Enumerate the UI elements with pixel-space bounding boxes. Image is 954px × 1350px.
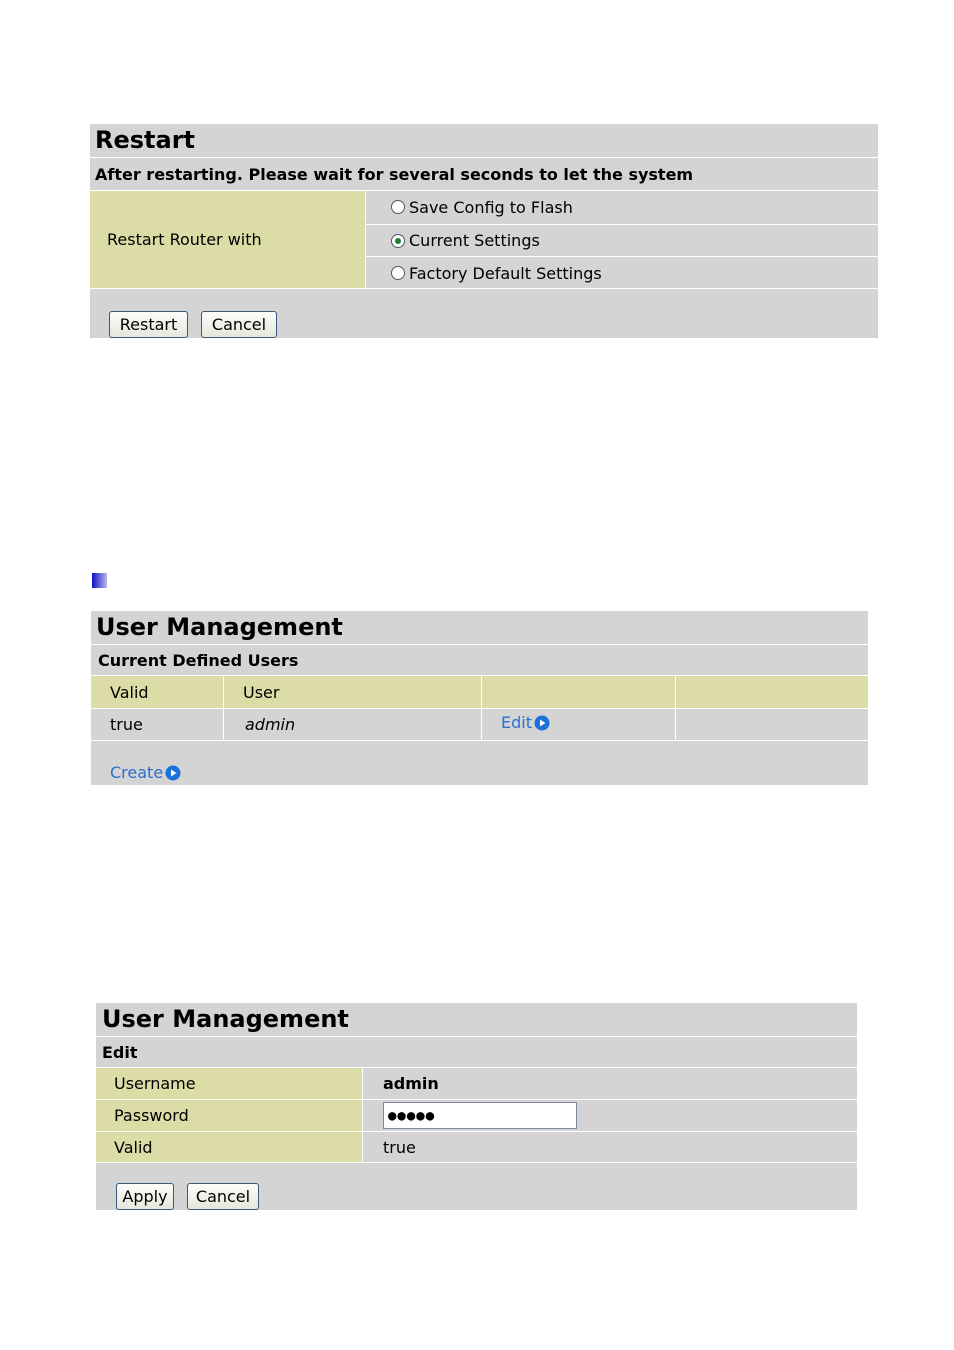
edit-user-label: Edit [501, 713, 532, 732]
username-value: admin [383, 1074, 439, 1093]
edit-user-link[interactable] [501, 713, 550, 732]
header-valid: Valid [110, 682, 149, 702]
user-list-panel [91, 611, 868, 785]
user-table-header [91, 675, 868, 708]
option-current-settings-label: Current Settings [409, 231, 540, 250]
apply-button[interactable]: Apply [116, 1183, 174, 1210]
password-label: Password [114, 1106, 189, 1125]
header-user: User [243, 682, 280, 702]
restart-button[interactable]: Restart [109, 311, 188, 338]
play-circle-icon [534, 715, 550, 731]
radio-save-config[interactable] [391, 200, 405, 214]
play-circle-icon [165, 765, 181, 781]
valid-value: true [383, 1137, 416, 1157]
row-valid: true [110, 715, 143, 734]
radio-factory-default[interactable] [391, 266, 405, 280]
restart-title: Restart [95, 126, 196, 154]
edit-cancel-button[interactable]: Cancel [187, 1183, 259, 1210]
option-factory-default-label: Factory Default Settings [409, 263, 602, 283]
user-edit-title: User Management [102, 1005, 349, 1033]
password-input[interactable]: ●●●●● [383, 1102, 577, 1129]
user-list-title: User Management [96, 613, 343, 641]
user-list-subtitle: Current Defined Users [98, 650, 299, 670]
option-current-settings[interactable] [365, 224, 878, 256]
restart-panel [90, 124, 878, 338]
table-row [91, 708, 868, 740]
restart-cancel-button[interactable]: Cancel [201, 311, 277, 338]
restart-router-label: Restart Router with [107, 230, 262, 249]
valid-label: Valid [114, 1137, 153, 1157]
restart-subtitle: After restarting. Please wait for several seconds to let the system [95, 164, 694, 184]
option-save-config-label: Save Config to Flash [409, 197, 573, 217]
option-factory-default[interactable] [365, 256, 878, 289]
user-edit-panel [96, 1003, 857, 1210]
bullet-square-icon [92, 573, 107, 588]
radio-current-settings[interactable] [391, 234, 405, 248]
username-label: Username [114, 1074, 196, 1093]
option-save-config[interactable] [365, 191, 878, 223]
create-user-label: Create [110, 763, 164, 782]
user-edit-subtitle: Edit [102, 1042, 138, 1062]
create-user-link[interactable] [110, 763, 181, 782]
row-user: admin [245, 715, 296, 734]
